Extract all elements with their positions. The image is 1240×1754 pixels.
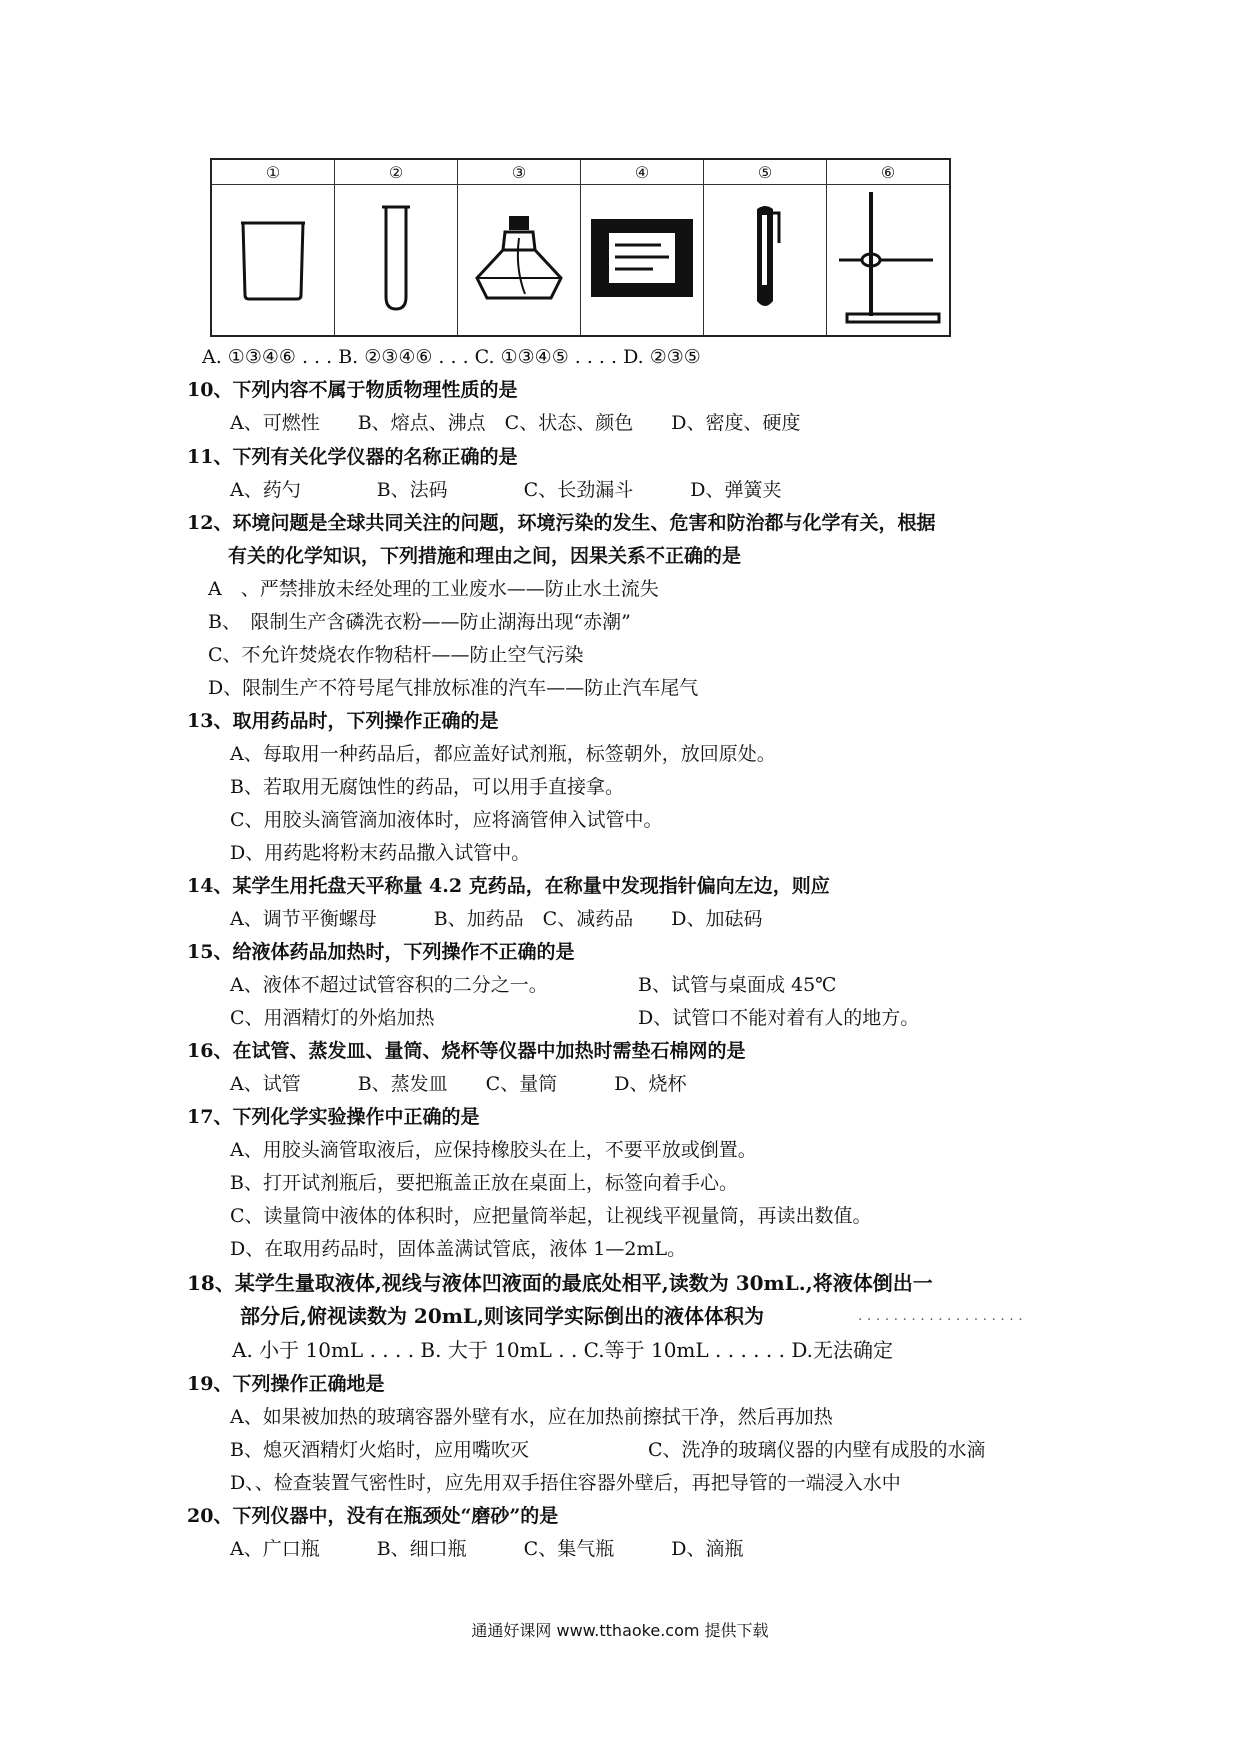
q15-option-b: B、试管与桌面成 45℃ [638, 974, 837, 996]
q13-option-d: D、用药匙将粉末药品撒入试管中。 [230, 842, 531, 864]
q15-option-c: C、用酒精灯的外焰加热 [230, 1007, 435, 1029]
beaker-icon [233, 213, 313, 303]
test-tube-icon [376, 203, 416, 313]
question-14: 14、某学生用托盘天平称量 4.2 克药品，在称量中发现指针偏向左边，则应 [187, 875, 830, 897]
q17-option-a: A、用胶头滴管取液后，应保持橡胶头在上，不要平放或倒置。 [230, 1139, 757, 1161]
question-17: 17、下列化学实验操作中正确的是 [187, 1106, 480, 1128]
question-12-cont: 有关的化学知识，下列措施和理由之间，因果关系不正确的是 [228, 545, 742, 567]
q13-option-b: B、若取用无腐蚀性的药品，可以用手直接拿。 [230, 776, 624, 798]
header-1: ① [211, 159, 335, 185]
question-15: 15、给液体药品加热时，下列操作不正确的是 [187, 941, 575, 963]
q12-option-d: D、限制生产不符号尾气排放标准的汽车——防止汽车尾气 [208, 677, 699, 699]
question-19: 19、下列操作正确地是 [187, 1373, 385, 1395]
question-18: 18、某学生量取液体,视线与液体凹液面的最底处相平,读数为 30mL.,将液体倒出一 [187, 1271, 933, 1295]
footer-credit: 通通好课网 www.tthaoke.com 提供下载 [471, 1621, 769, 1640]
question-20: 20、下列仪器中，没有在瓶颈处“磨砂”的是 [187, 1505, 559, 1527]
q19-option-d: D、、检查装置气密性时，应先用双手捂住容器外壁后，再把导管的一端浸入水中 [230, 1472, 901, 1494]
q13-option-a: A、每取用一种药品后，都应盖好试剂瓶，标签朝外，放回原处。 [230, 743, 776, 765]
q11-options: A、药勺 B、法码 C、长劲漏斗 D、弹簧夹 [230, 479, 782, 501]
q14-options: A、调节平衡螺母 B、加药品 C、减药品 D、加砝码 [230, 908, 763, 930]
header-5: ⑤ [704, 159, 827, 185]
q19-option-b: B、熄灭酒精灯火焰时，应用嘴吹灭 [230, 1439, 529, 1461]
q19-option-c: C、洗净的玻璃仪器的内壁有成股的水滴 [648, 1439, 986, 1461]
q19-option-a: A、如果被加热的玻璃容器外壁有水，应在加热前擦拭干净，然后再加热 [230, 1406, 833, 1428]
q9-options: A. ①③④⑥ . . . B. ②③④⑥ . . . C. ①③④⑤ . . . . D. ②③⑤ [202, 346, 701, 368]
alcohol-lamp-icon [469, 208, 569, 308]
q12-option-b: B、 限制生产含磷洗衣粉——防止湖海出现“赤潮” [208, 611, 631, 633]
q16-options: A、试管 B、蒸发皿 C、量筒 D、烧杯 [230, 1073, 687, 1095]
q15-option-d: D、试管口不能对着有人的地方。 [638, 1007, 920, 1029]
label-card-icon [587, 213, 697, 303]
q17-option-b: B、打开试剂瓶后，要把瓶盖正放在桌面上，标签向着手心。 [230, 1172, 738, 1194]
question-16: 16、在试管、蒸发皿、量筒、烧杯等仪器中加热时需垫石棉网的是 [187, 1040, 746, 1062]
q20-options: A、广口瓶 B、细口瓶 C、集气瓶 D、滴瓶 [230, 1538, 744, 1560]
q18-dotted-tail: . . . . . . . . . . . . . . . . . . . [858, 1308, 1023, 1324]
header-3: ③ [458, 159, 581, 185]
header-2: ② [335, 159, 458, 185]
iron-stand-icon [833, 188, 943, 328]
header-6: ⑥ [827, 159, 951, 185]
q18-options: A. 小于 10mL . . . . B. 大于 10mL . . C.等于 10mL . . . . . . D.无法确定 [232, 1338, 894, 1362]
q17-option-d: D、在取用药品时，固体盖满试管底，液体 1—2mL。 [230, 1238, 687, 1260]
q10-options: A、可燃性 B、熔点、沸点 C、状态、颜色 D、密度、硬度 [230, 412, 801, 434]
q13-option-c: C、用胶头滴管滴加液体时，应将滴管伸入试管中。 [230, 809, 663, 831]
question-12: 12、环境问题是全球共同关注的问题，环境污染的发生、危害和防治都与化学有关，根据 [187, 512, 936, 534]
q15-option-a: A、液体不超过试管容积的二分之一。 [230, 974, 548, 996]
question-18-cont: 部分后,俯视读数为 20mL,则该同学实际倒出的液体体积为 [240, 1304, 764, 1328]
header-4: ④ [581, 159, 704, 185]
question-13: 13、取用药品时，下列操作正确的是 [187, 710, 499, 732]
question-11: 11、下列有关化学仪器的名称正确的是 [187, 446, 518, 468]
apparatus-table [210, 158, 951, 337]
q17-option-c: C、读量筒中液体的体积时，应把量筒举起，让视线平视量筒，再读出数值。 [230, 1205, 872, 1227]
thermometer-icon [745, 203, 785, 313]
question-10: 10、下列内容不属于物质物理性质的是 [187, 379, 518, 401]
q12-option-c: C、不允许焚烧农作物秸杆——防止空气污染 [208, 644, 584, 666]
q12-option-a: A 、严禁排放未经处理的工业废水——防止水土流失 [208, 578, 659, 600]
